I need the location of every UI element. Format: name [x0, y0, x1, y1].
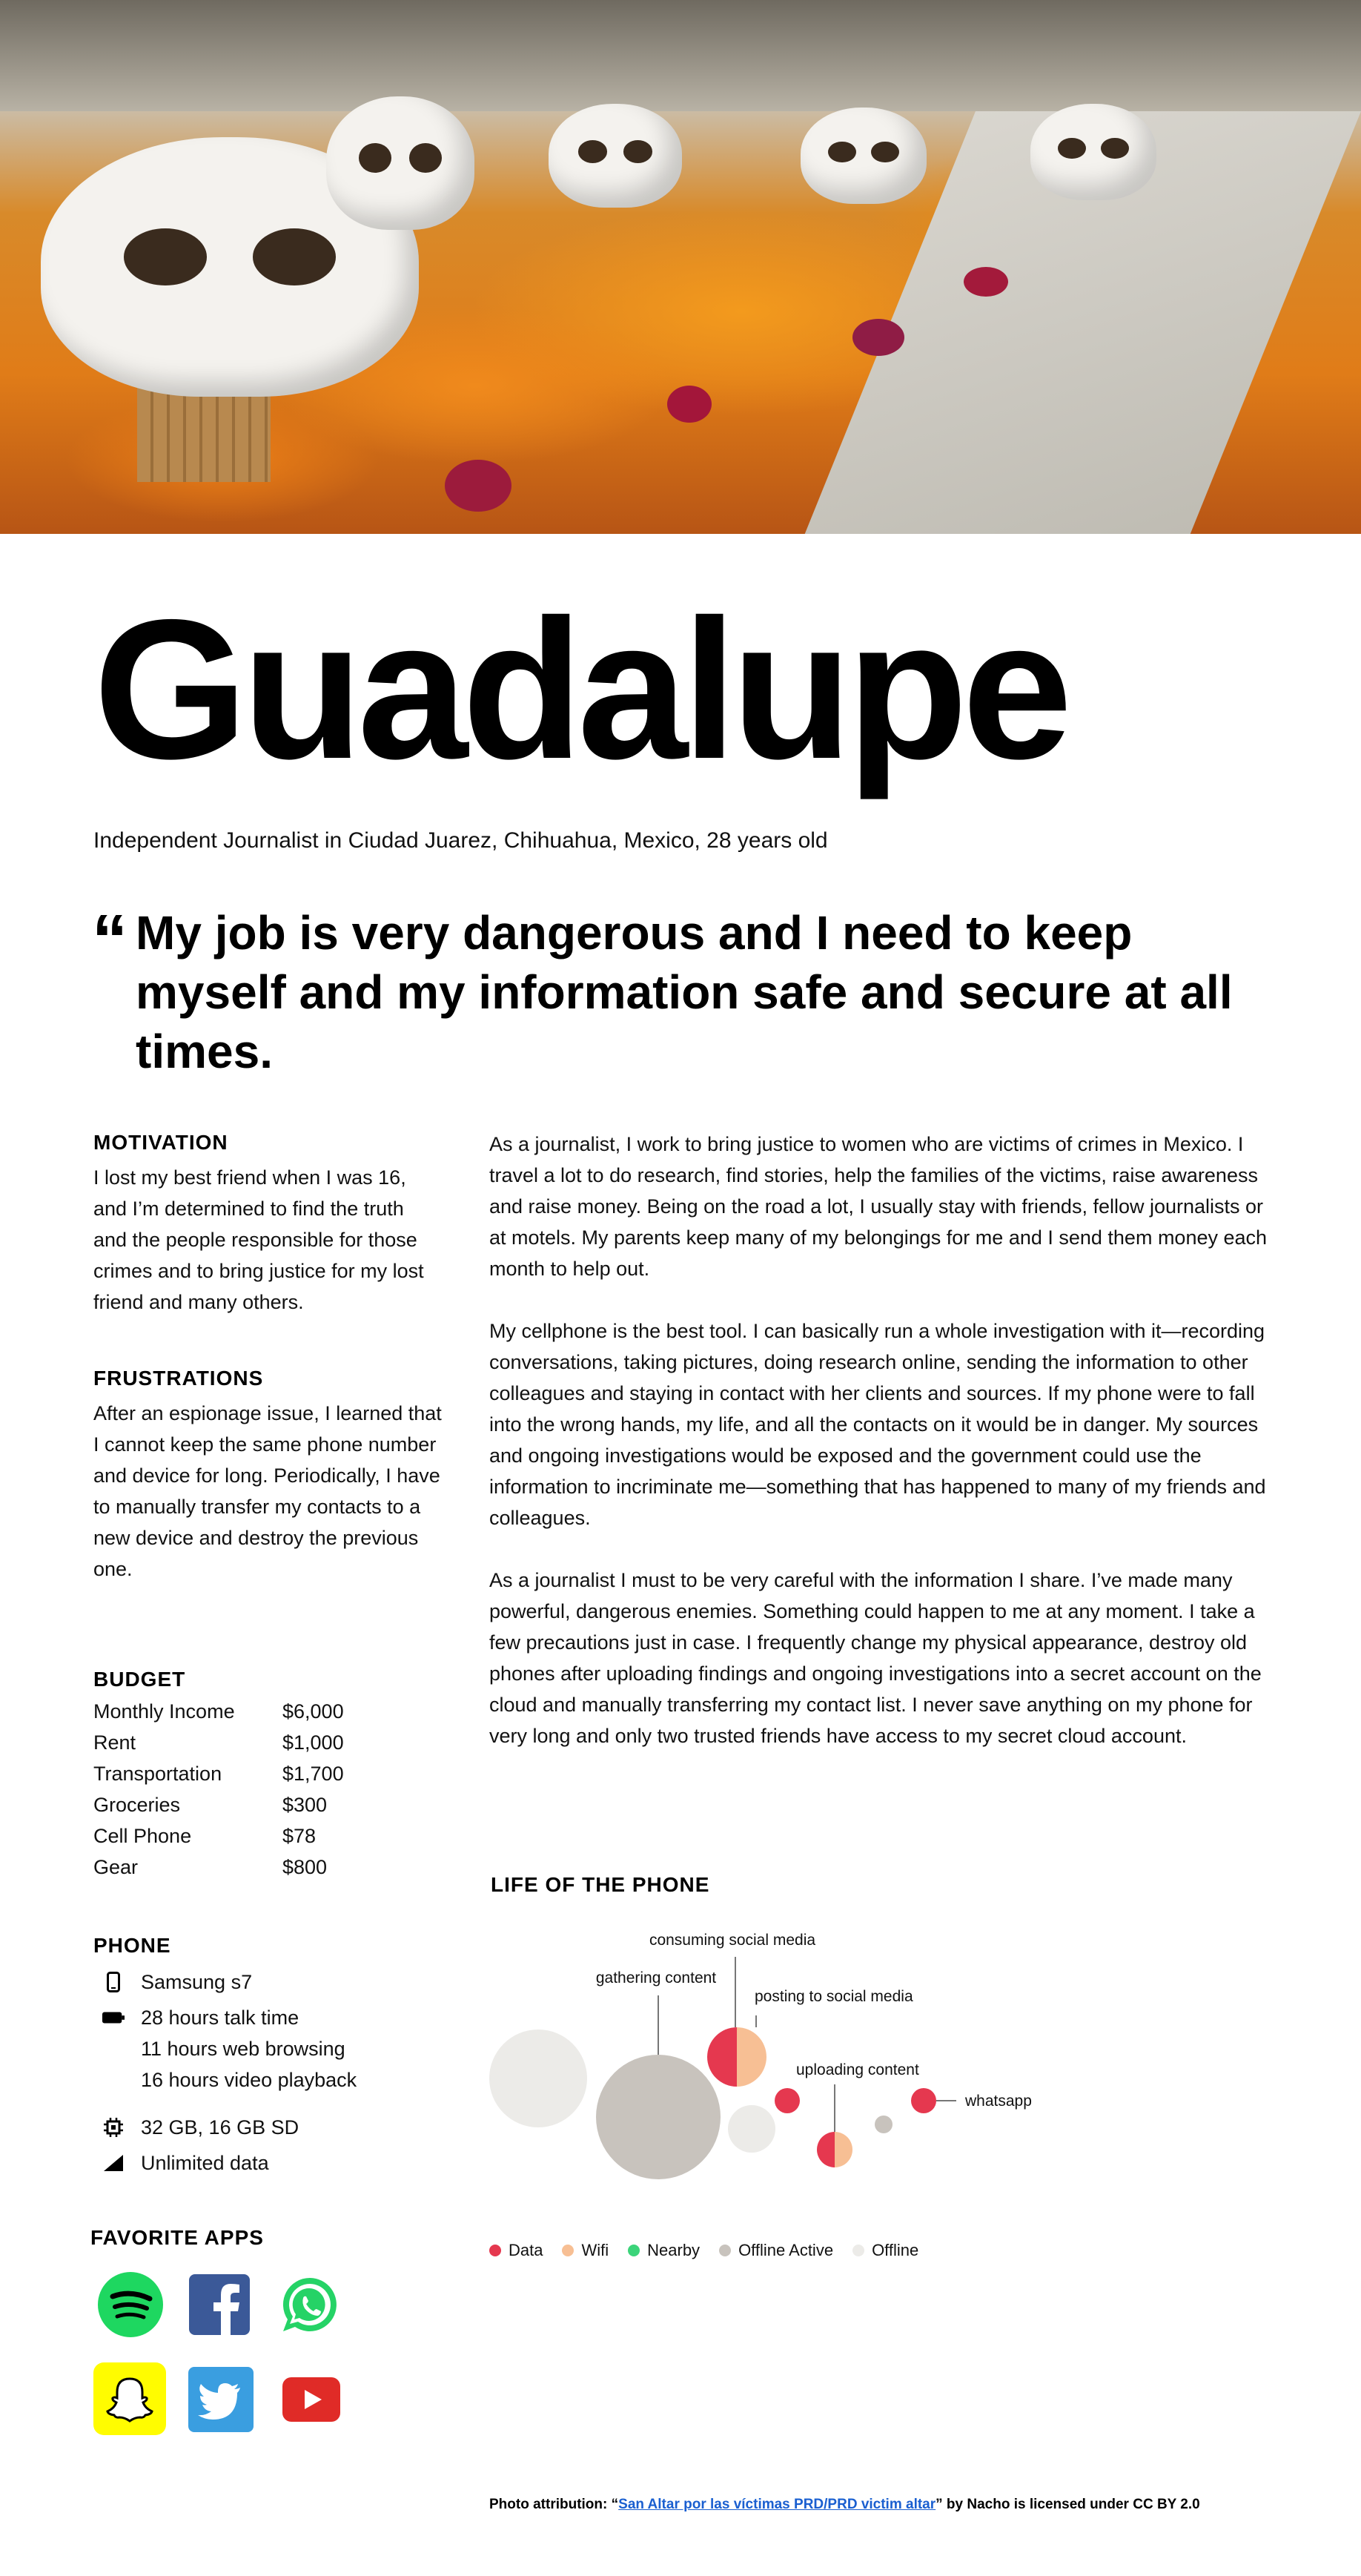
- label-posting-to-social-media: posting to social media: [755, 1988, 913, 2005]
- budget-label: Groceries: [93, 1794, 181, 1816]
- legend-label: Offline Active: [738, 2241, 834, 2259]
- legend-label: Wifi: [581, 2241, 609, 2259]
- frustrations-section: [93, 1367, 442, 1585]
- battery-web: 11 hours web browsing: [141, 2038, 345, 2060]
- budget-table: [93, 1700, 344, 1887]
- phone-model: Samsung s7: [141, 1971, 253, 1993]
- budget-label: Cell Phone: [93, 1825, 192, 1847]
- budget-value: $78: [282, 1825, 317, 1847]
- budget-label: Rent: [93, 1731, 136, 1754]
- hero-skull: [326, 96, 474, 230]
- legend-item: [489, 2241, 543, 2260]
- persona-subtitle: Independent Journalist in Ciudad Juarez, Chihuahua, Mexico, 28 years old: [93, 828, 828, 853]
- hero-flowers: [964, 267, 1008, 297]
- snapchat-icon[interactable]: [93, 2362, 166, 2435]
- legend-dot: [628, 2245, 640, 2256]
- budget-value: $300: [282, 1794, 328, 1816]
- label-whatsapp: whatsapp: [965, 2093, 1032, 2110]
- legend-dot: [719, 2245, 731, 2256]
- battery-talk: 28 hours talk time: [141, 2007, 299, 2029]
- budget-row: [93, 1731, 344, 1763]
- budget-label: Gear: [93, 1856, 139, 1878]
- battery-video: 16 hours video playback: [141, 2069, 357, 2091]
- budget-row: [93, 1700, 344, 1731]
- body-paragraph-2: My cellphone is the best tool. I can basically run a whole investigation with it—recording conversations, taking pictures, doing research online, sending the information to other colleagues and staying in contact with her clients and sources. If my phone were to fall into the wrong hands, my life, and all the contacts on it would be in danger. My sources and ongoing investigations would be exposed and the government could use the information to incriminate me—something that has happened to many of my friends and colleagues.: [489, 1320, 1266, 1529]
- facebook-icon[interactable]: [185, 2270, 254, 2339]
- hero-flowers: [445, 460, 511, 512]
- legend-label: Nearby: [647, 2241, 701, 2259]
- attribution-link[interactable]: San Altar por las víctimas PRD/PRD victim altar: [618, 2497, 936, 2512]
- battery-icon: [102, 2002, 125, 2033]
- persona-name: Guadalupe: [93, 578, 1067, 800]
- motivation-heading: MOTIVATION: [93, 1131, 228, 1154]
- legend-item: [852, 2241, 918, 2260]
- hero-photo: [0, 0, 1361, 534]
- bubble-gathering-content: [596, 2055, 721, 2179]
- budget-value: $800: [282, 1856, 328, 1878]
- twitter-icon[interactable]: [187, 2365, 255, 2434]
- legend-label: Data: [509, 2241, 543, 2259]
- smartphone-icon: [102, 1966, 125, 1998]
- label-uploading-content: uploading content: [796, 2061, 919, 2078]
- body-paragraph-1: As a journalist, I work to bring justice to women who are victims of crimes in Mexico. I travel a lot to do research, find stories, help the families of the victims, raise awareness and raise money. Being on the road a lot, I usually stay with friends, fellow journalists or at motels. My parents keep many of my belongings for me and I send them money each month to help out.: [489, 1133, 1268, 1280]
- attribution-prefix: Photo attribution: “: [489, 2497, 619, 2512]
- bubble-offline-active-small: [875, 2116, 893, 2133]
- favorite-apps-heading: FAVORITE APPS: [90, 2226, 264, 2249]
- frustrations-heading: FRUSTRATIONS: [93, 1367, 264, 1390]
- photo-attribution: [489, 2497, 1200, 2513]
- bubble-uploading-content: [817, 2132, 852, 2167]
- budget-value: $1,700: [282, 1763, 344, 1785]
- legend-label: Offline: [872, 2241, 919, 2259]
- budget-row: [93, 1763, 344, 1794]
- attribution-suffix: ” by Nacho is licensed under CC BY 2.0: [936, 2497, 1200, 2512]
- legend-item: [562, 2241, 609, 2260]
- bubble-consuming-social-media: [707, 2027, 766, 2087]
- budget-label: Monthly Income: [93, 1700, 235, 1723]
- phone-heading: PHONE: [93, 1934, 171, 1957]
- life-of-phone-heading: LIFE OF THE PHONE: [491, 1873, 710, 1896]
- label-consuming-social-media: consuming social media: [649, 1932, 816, 1949]
- legend-dot: [489, 2245, 501, 2256]
- motivation-section: [93, 1131, 442, 1318]
- quote-mark: “: [92, 900, 128, 980]
- hero-background-wall: [0, 0, 1361, 111]
- hero-skull: [549, 104, 682, 208]
- hero-flowers: [852, 319, 904, 356]
- label-gathering-content: gathering content: [595, 1969, 717, 1987]
- bubble-whatsapp: [911, 2088, 936, 2113]
- legend-item: [719, 2241, 833, 2260]
- legend-dot: [562, 2245, 574, 2256]
- motivation-text: I lost my best friend when I was 16, and I’m determined to find the truth and the people responsible for those crimes and to bring justice for my lost friend and many others.: [93, 1166, 424, 1313]
- life-of-phone-chart: [474, 1917, 1142, 2191]
- legend-dot: [852, 2245, 864, 2256]
- bubble-posting-to-social-media: [775, 2088, 800, 2113]
- phone-data-plan: Unlimited data: [141, 2152, 269, 2174]
- whatsapp-icon[interactable]: [276, 2270, 344, 2339]
- signal-icon: [102, 2147, 125, 2179]
- hero-skull: [801, 108, 927, 204]
- body-paragraph-3: As a journalist I must to be very careful with the information I share. I’ve made many powerful, dangerous enemies. Something could happen to me at any moment. I take a few precautions just in case. I frequently change my physical appearance, destroy old phones after uploading findings and ongoing investigations into a secret account on the cloud and manually transferring my contact list. I never save anything on my phone for very long and only two trusted friends have access to my secret cloud account.: [489, 1569, 1262, 1747]
- chip-icon: [102, 2112, 125, 2143]
- bubble-offline-small: [728, 2105, 775, 2153]
- spotify-icon[interactable]: [96, 2270, 165, 2339]
- budget-label: Transportation: [93, 1763, 222, 1785]
- hero-flowers: [667, 386, 712, 423]
- persona-quote: My job is very dangerous and I need to keep myself and my information safe and secure at all times.: [136, 906, 1233, 1078]
- chart-legend: [489, 2241, 938, 2260]
- bubble-offline: [489, 2030, 587, 2127]
- budget-heading: BUDGET: [93, 1668, 186, 1691]
- hero-skull: [1030, 104, 1156, 200]
- budget-value: $1,000: [282, 1731, 344, 1754]
- phone-storage: 32 GB, 16 GB SD: [141, 2116, 299, 2139]
- budget-row: [93, 1856, 344, 1887]
- budget-section: [93, 1668, 442, 1887]
- frustrations-text: After an espionage issue, I learned that I cannot keep the same phone number and device for long. Periodically, I have to manually transfer my contacts to a new device and destroy the previous one.: [93, 1402, 442, 1580]
- budget-row: [93, 1825, 344, 1856]
- budget-value: $6,000: [282, 1700, 344, 1723]
- budget-row: [93, 1794, 344, 1825]
- legend-item: [628, 2241, 700, 2260]
- youtube-icon[interactable]: [277, 2365, 345, 2434]
